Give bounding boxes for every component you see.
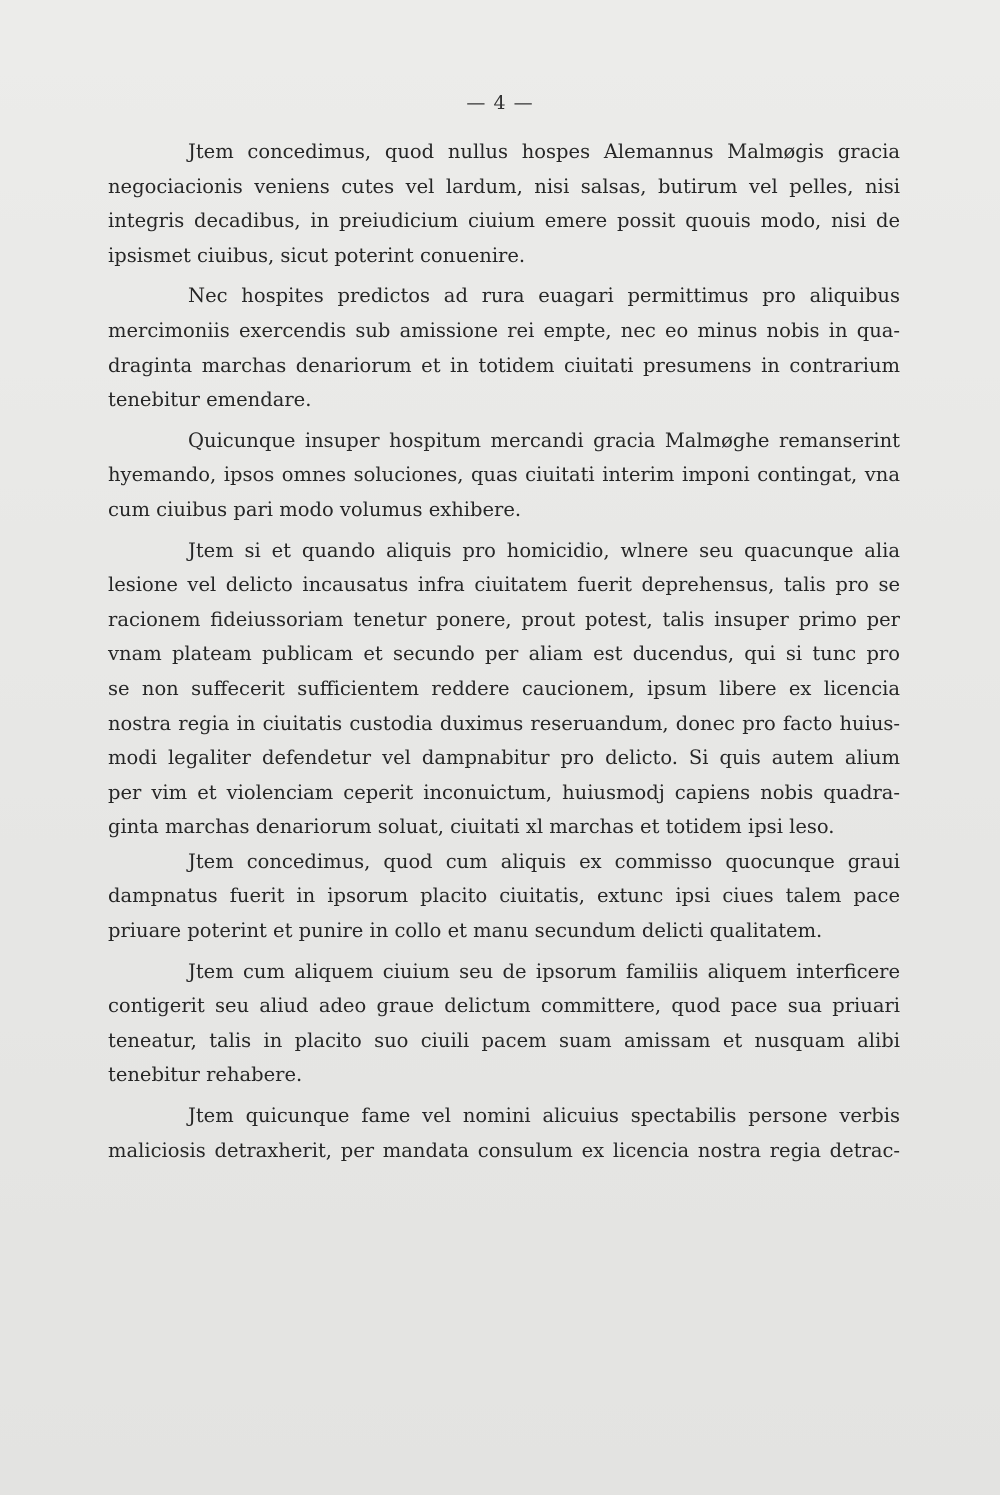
text-line: negociacionis veniens cutes vel lardum, nisi salsas, butirum vel pelles, nisi — [108, 174, 900, 198]
page-number: — 4 — — [466, 92, 534, 114]
paragraph — [108, 955, 900, 1093]
text-line: teneatur, talis in placito suo ciuili pacem suam amissam et nusquam alibi — [108, 1028, 900, 1052]
paragraph — [108, 534, 900, 845]
paragraph — [108, 845, 900, 949]
text-line: cum ciuibus pari modo volumus exhibere. — [108, 497, 522, 521]
text-body — [108, 135, 900, 1168]
text-line: Jtem concedimus, quod nullus hospes Alemannus Malmøgis gracia — [188, 140, 900, 163]
text-line: maliciosis detraxherit, per mandata consulum ex licencia nostra regia detrac- — [108, 1138, 900, 1162]
text-line: lesione vel delicto incausatus infra ciuitatem fuerit deprehensus, talis pro se — [108, 573, 900, 597]
text-line: draginta marchas denariorum et in totidem ciuitati presumens in contrarium — [108, 353, 900, 377]
text-line: dampnatus fuerit in ipsorum placito ciuitatis, extunc ipsi ciues talem pace — [108, 884, 900, 908]
text-line: nostra regia in ciuitatis custodia duximus reseruandum, donec pro facto huius- — [108, 711, 900, 735]
text-line: tenebitur rehabere. — [108, 1063, 303, 1087]
text-line: Jtem si et quando aliquis pro homicidio, wlnere seu quacunque alia — [188, 538, 900, 562]
text-line: ipsismet ciuibus, sicut poterint conuenire. — [108, 243, 526, 267]
text-line: Jtem cum aliquem ciuium seu de ipsorum familiis aliquem interficere — [188, 959, 900, 983]
text-line: priuare poterint et punire in collo et manu secundum delicti qualitatem. — [108, 919, 823, 943]
text-line: Quicunque insuper hospitum mercandi gracia Malmøghe remanserint — [188, 428, 900, 452]
paragraph — [108, 135, 900, 273]
text-line: tenebitur emendare. — [108, 388, 312, 412]
text-line: modi legaliter defendetur vel dampnabitur pro delicto. Si quis autem alium — [108, 746, 900, 770]
text-line: per vim et violenciam ceperit inconuictum, huiusmodj capiens nobis quadra- — [108, 780, 900, 804]
text-line: mercimoniis exercendis sub amissione rei empte, nec eo minus nobis in qua- — [108, 318, 900, 342]
text-line: Jtem concedimus, quod cum aliquis ex commisso quocunque graui — [188, 849, 900, 873]
paragraph — [108, 424, 900, 528]
text-line: ginta marchas denariorum soluat, ciuitati xl marchas et totidem ipsi leso. — [108, 815, 835, 839]
text-line: Nec hospites predictos ad rura euagari permittimus pro aliquibus — [188, 284, 900, 308]
paragraph — [108, 1099, 900, 1168]
text-line: hyemando, ipsos omnes soluciones, quas ciuitati interim imponi contingat, vna — [108, 463, 900, 487]
text-line: contigerit seu aliud adeo graue delictum committere, quod pace sua priuari — [108, 994, 900, 1018]
paragraph — [108, 279, 900, 417]
text-line: racionem fideiussoriam tenetur ponere, prout potest, talis insuper primo per — [108, 607, 900, 631]
text-line: se non suffecerit sufficientem reddere caucionem, ipsum libere ex licencia — [108, 676, 900, 700]
text-line: vnam plateam publicam et secundo per aliam est ducendus, qui si tunc pro — [108, 642, 900, 666]
text-line: integris decadibus, in preiudicium ciuium emere possit quouis modo, nisi de — [108, 209, 900, 233]
text-line: Jtem quicunque fame vel nomini alicuius spectabilis persone verbis — [188, 1104, 900, 1128]
